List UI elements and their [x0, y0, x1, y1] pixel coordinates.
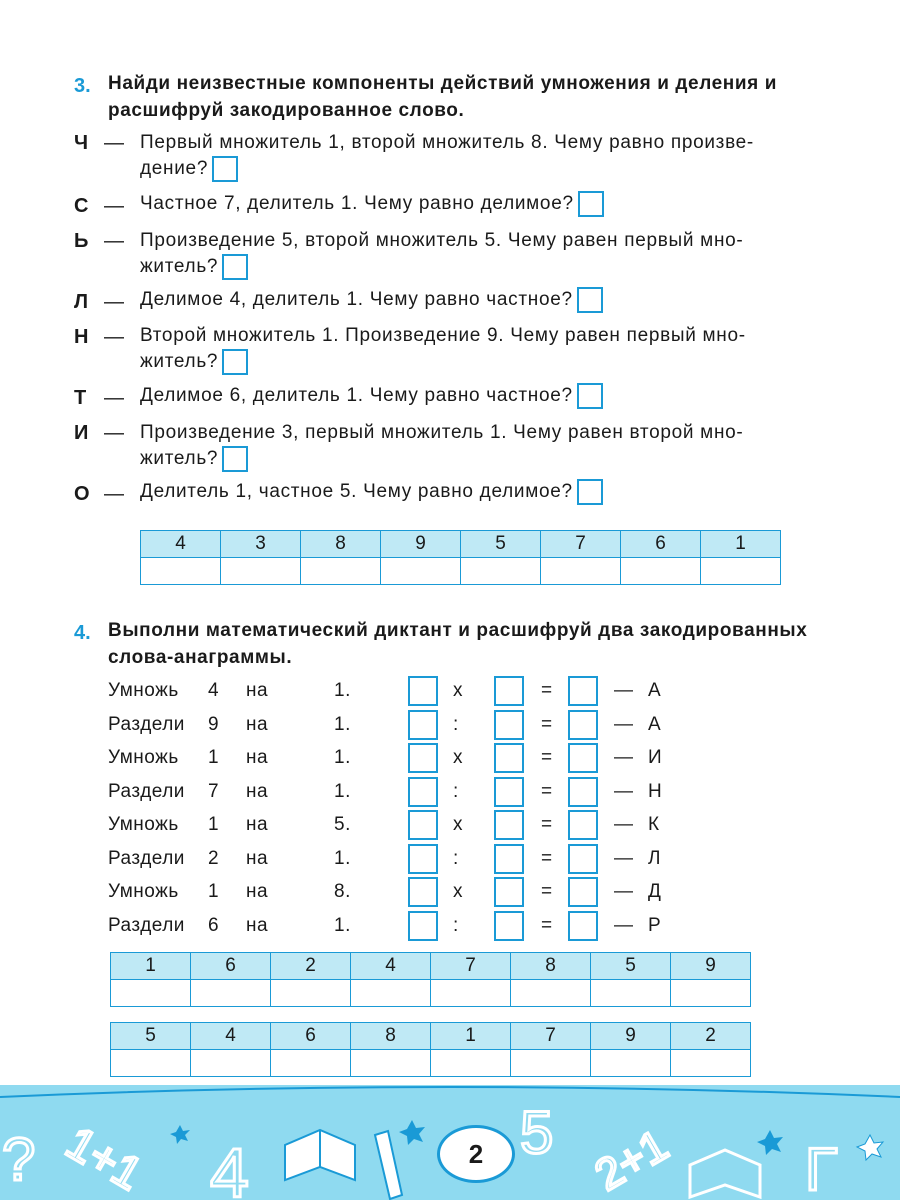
question-text [140, 130, 754, 182]
code-digit-cell: 5 [591, 953, 671, 980]
cipher-letter: Ч [74, 132, 89, 154]
answer-letter-cell[interactable] [701, 558, 781, 585]
preposition: на [246, 747, 269, 768]
answer-box-result[interactable] [568, 676, 598, 706]
question-line: житель? [140, 349, 746, 375]
dash: — [104, 195, 124, 217]
answer-letter-cell[interactable] [671, 980, 751, 1007]
answer-letter-cell[interactable] [191, 1050, 271, 1077]
answer-letter-cell[interactable] [431, 980, 511, 1007]
answer-letter-cell[interactable] [271, 980, 351, 1007]
answer-letter-cell[interactable] [301, 558, 381, 585]
code-digit-cell: 9 [591, 1023, 671, 1050]
operand-a: 6 [208, 914, 220, 936]
task3-heading-line: Найди неизвестные компоненты действий умножения и деления и [108, 73, 777, 94]
operand-b: 1. [334, 780, 351, 802]
answer-box[interactable] [222, 349, 248, 375]
operand-b: 1. [334, 914, 351, 936]
answer-box-b[interactable] [494, 877, 524, 907]
answer-letter-cell[interactable] [111, 1050, 191, 1077]
question-text [140, 479, 603, 505]
star-icon [170, 1125, 190, 1144]
cipher-letter: А [648, 713, 662, 735]
equals-sign: = [541, 881, 553, 902]
operand-a: 7 [208, 780, 220, 802]
code-digit-cell: 4 [141, 531, 221, 558]
action-verb: Умножь [108, 747, 179, 768]
action-verb: Раздели [108, 713, 185, 735]
question-text [140, 191, 604, 217]
answer-box-a[interactable] [408, 877, 438, 907]
answer-box-result[interactable] [568, 911, 598, 941]
action-verb: Умножь [108, 814, 179, 835]
operator-sign: х [453, 814, 463, 835]
star-icon [857, 1135, 883, 1160]
cipher-letter: Н [648, 780, 663, 802]
operand-a: 1 [208, 747, 220, 768]
dash: — [104, 132, 124, 154]
code-digit-cell: 1 [431, 1023, 511, 1050]
code-table-digits-row [111, 1023, 751, 1050]
answer-box-b[interactable] [494, 911, 524, 941]
dash: — [104, 422, 124, 444]
code-digit-cell: 8 [351, 1023, 431, 1050]
question-line: Частное 7, делитель 1. Чему равно делимое? [140, 191, 604, 217]
code-table-digits-row [141, 531, 781, 558]
cipher-letter: И [648, 747, 663, 768]
code-digit-cell: 2 [271, 953, 351, 980]
dash: — [614, 747, 634, 768]
question-line: Делитель 1, частное 5. Чему равно делимое? [140, 479, 603, 505]
answer-box[interactable] [577, 479, 603, 505]
task3-code-table [140, 530, 781, 585]
question-text [140, 287, 603, 313]
dash: — [104, 326, 124, 348]
answer-box-result[interactable] [568, 877, 598, 907]
answer-letter-cell[interactable] [621, 558, 701, 585]
operator-sign: : [453, 914, 459, 936]
code-digit-cell: 4 [351, 953, 431, 980]
answer-box-a[interactable] [408, 911, 438, 941]
code-digit-cell: 2 [671, 1023, 751, 1050]
question-line: Произведение 3, первый множитель 1. Чему равен второй мно- [140, 422, 744, 443]
code-digit-cell: 8 [301, 531, 381, 558]
answer-letter-cell[interactable] [591, 1050, 671, 1077]
equals-sign: = [541, 914, 553, 936]
dash: — [104, 291, 124, 313]
answer-letter-cell[interactable] [111, 980, 191, 1007]
task4-heading [108, 617, 807, 671]
cipher-letter: С [74, 195, 89, 217]
equals-sign: = [541, 713, 553, 735]
doodle-letter: Г [805, 1136, 838, 1200]
answer-box-a[interactable] [408, 810, 438, 840]
dash: — [614, 680, 634, 701]
doodle-digit-four: 4 [210, 1134, 249, 1200]
operator-sign: : [453, 847, 459, 869]
dash: — [614, 814, 634, 835]
answer-letter-cell[interactable] [191, 980, 271, 1007]
code-digit-cell: 7 [541, 531, 621, 558]
operator-sign: х [453, 747, 463, 768]
task4-code-table-2 [110, 1022, 751, 1077]
dash: — [104, 387, 124, 409]
answer-letter-cell[interactable] [141, 558, 221, 585]
answer-box-result[interactable] [568, 810, 598, 840]
cipher-letter: Т [74, 387, 87, 409]
action-verb: Раздели [108, 780, 185, 802]
operand-a: 9 [208, 713, 220, 735]
preposition: на [246, 780, 269, 802]
answer-letter-cell[interactable] [461, 558, 541, 585]
dash: — [614, 713, 634, 735]
action-verb: Умножь [108, 881, 179, 902]
operator-sign: х [453, 881, 463, 902]
question-text [140, 420, 743, 472]
code-digit-cell: 4 [191, 1023, 271, 1050]
doodle-equation: 1+1 [57, 1115, 152, 1200]
answer-letter-cell[interactable] [351, 980, 431, 1007]
answer-box-b[interactable] [494, 810, 524, 840]
question-text [140, 228, 743, 280]
cipher-letter: Д [648, 881, 662, 902]
answer-box-a[interactable] [408, 710, 438, 740]
operand-b: 1. [334, 680, 351, 701]
answer-letter-cell[interactable] [351, 1050, 431, 1077]
code-table-digits-row [111, 953, 751, 980]
equals-sign: = [541, 780, 553, 802]
answer-box[interactable] [212, 156, 238, 182]
answer-box-b[interactable] [494, 777, 524, 807]
task3-heading [108, 70, 777, 124]
task4-code-table-1 [110, 952, 751, 1007]
answer-box-b[interactable] [494, 710, 524, 740]
answer-box-a[interactable] [408, 743, 438, 773]
answer-letter-cell[interactable] [271, 1050, 351, 1077]
cipher-letter: А [648, 680, 662, 701]
cipher-letter: К [648, 814, 660, 835]
operand-b: 8. [334, 881, 351, 902]
code-digit-cell: 5 [461, 531, 541, 558]
cipher-letter: О [74, 483, 90, 505]
open-book-icon [285, 1130, 355, 1180]
cipher-letter: Р [648, 914, 662, 936]
code-digit-cell: 1 [701, 531, 781, 558]
answer-box-b[interactable] [494, 743, 524, 773]
answer-box-a[interactable] [408, 676, 438, 706]
operand-a: 1 [208, 814, 220, 835]
answer-letter-cell[interactable] [511, 1050, 591, 1077]
operand-a: 1 [208, 881, 220, 902]
task4-heading-line: Выполни математический диктант и расшифруй два закодированных [108, 620, 808, 641]
answer-box[interactable] [577, 383, 603, 409]
preposition: на [246, 814, 269, 835]
code-digit-cell: 7 [431, 953, 511, 980]
code-table-answer-row [111, 1050, 751, 1077]
operand-a: 4 [208, 680, 220, 701]
task3-number: 3. [74, 75, 91, 97]
answer-box-a[interactable] [408, 777, 438, 807]
page-number: 2 [437, 1125, 515, 1183]
code-digit-cell: 6 [191, 953, 271, 980]
operand-b: 5. [334, 814, 351, 835]
question-line: Произведение 5, второй множитель 5. Чему равен первый мно- [140, 230, 744, 251]
star-icon [399, 1120, 425, 1145]
question-line: Первый множитель 1, второй множитель 8. Чему равно произве- [140, 132, 754, 153]
code-digit-cell: 5 [111, 1023, 191, 1050]
question-text [140, 383, 603, 409]
preposition: на [246, 680, 269, 701]
question-line: житель? [140, 254, 743, 280]
answer-letter-cell[interactable] [431, 1050, 511, 1077]
preposition: на [246, 847, 269, 869]
answer-letter-cell[interactable] [381, 558, 461, 585]
code-digit-cell: 3 [221, 531, 301, 558]
doodle-question-mark: ? [2, 1126, 36, 1193]
equals-sign: = [541, 847, 553, 869]
preposition: на [246, 881, 269, 902]
dash: — [104, 230, 124, 252]
code-digit-cell: 9 [381, 531, 461, 558]
cipher-letter: И [74, 422, 89, 444]
answer-box[interactable] [222, 446, 248, 472]
equals-sign: = [541, 680, 553, 701]
doodle-digit-five: 5 [520, 1099, 554, 1166]
operand-b: 1. [334, 713, 351, 735]
operand-b: 1. [334, 847, 351, 869]
action-verb: Раздели [108, 847, 185, 869]
answer-box-result[interactable] [568, 743, 598, 773]
task4-number: 4. [74, 622, 91, 644]
question-line: житель? [140, 446, 743, 472]
star-icon [757, 1130, 783, 1155]
answer-letter-cell[interactable] [541, 558, 621, 585]
cipher-letter: Л [74, 291, 89, 313]
code-digit-cell: 1 [111, 953, 191, 980]
operand-b: 1. [334, 747, 351, 768]
question-line: Делимое 4, делитель 1. Чему равно частное? [140, 287, 603, 313]
question-text [140, 323, 746, 375]
code-digit-cell: 7 [511, 1023, 591, 1050]
footer-border-line [0, 1087, 900, 1097]
dash: — [614, 881, 634, 902]
equals-sign: = [541, 814, 553, 835]
answer-letter-cell[interactable] [591, 980, 671, 1007]
action-verb: Умножь [108, 680, 179, 701]
task4-heading-line: слова-анаграммы. [108, 647, 293, 668]
cipher-letter: Л [648, 847, 661, 869]
question-line: дение? [140, 156, 754, 182]
cipher-letter: Н [74, 326, 89, 348]
answer-letter-cell[interactable] [221, 558, 301, 585]
dash: — [614, 847, 634, 869]
answer-box-a[interactable] [408, 844, 438, 874]
question-line: Второй множитель 1. Произведение 9. Чему равен первый мно- [140, 325, 746, 346]
open-book-icon [690, 1150, 760, 1197]
code-digit-cell: 6 [621, 531, 701, 558]
answer-box-result[interactable] [568, 777, 598, 807]
operand-a: 2 [208, 847, 220, 869]
answer-box-b[interactable] [494, 844, 524, 874]
answer-letter-cell[interactable] [671, 1050, 751, 1077]
code-digit-cell: 6 [271, 1023, 351, 1050]
answer-letter-cell[interactable] [511, 980, 591, 1007]
answer-box[interactable] [222, 254, 248, 280]
task3-heading-line: расшифруй закодированное слово. [108, 100, 465, 121]
answer-box[interactable] [577, 287, 603, 313]
answer-box-b[interactable] [494, 676, 524, 706]
dash: — [614, 780, 634, 802]
answer-box[interactable] [578, 191, 604, 217]
equals-sign: = [541, 747, 553, 768]
answer-box-result[interactable] [568, 844, 598, 874]
dash: — [614, 914, 634, 936]
code-table-answer-row [111, 980, 751, 1007]
preposition: на [246, 914, 269, 936]
question-line: Делимое 6, делитель 1. Чему равно частное? [140, 383, 603, 409]
pencil-icon [375, 1131, 402, 1199]
operator-sign: х [453, 680, 463, 701]
operator-sign: : [453, 780, 459, 802]
doodle-equation: 2+1 [587, 1120, 677, 1200]
code-table-answer-row [141, 558, 781, 585]
action-verb: Раздели [108, 914, 185, 936]
answer-box-result[interactable] [568, 710, 598, 740]
operator-sign: : [453, 713, 459, 735]
dash: — [104, 483, 124, 505]
code-digit-cell: 8 [511, 953, 591, 980]
code-digit-cell: 9 [671, 953, 751, 980]
cipher-letter: Ь [74, 230, 89, 252]
preposition: на [246, 713, 269, 735]
